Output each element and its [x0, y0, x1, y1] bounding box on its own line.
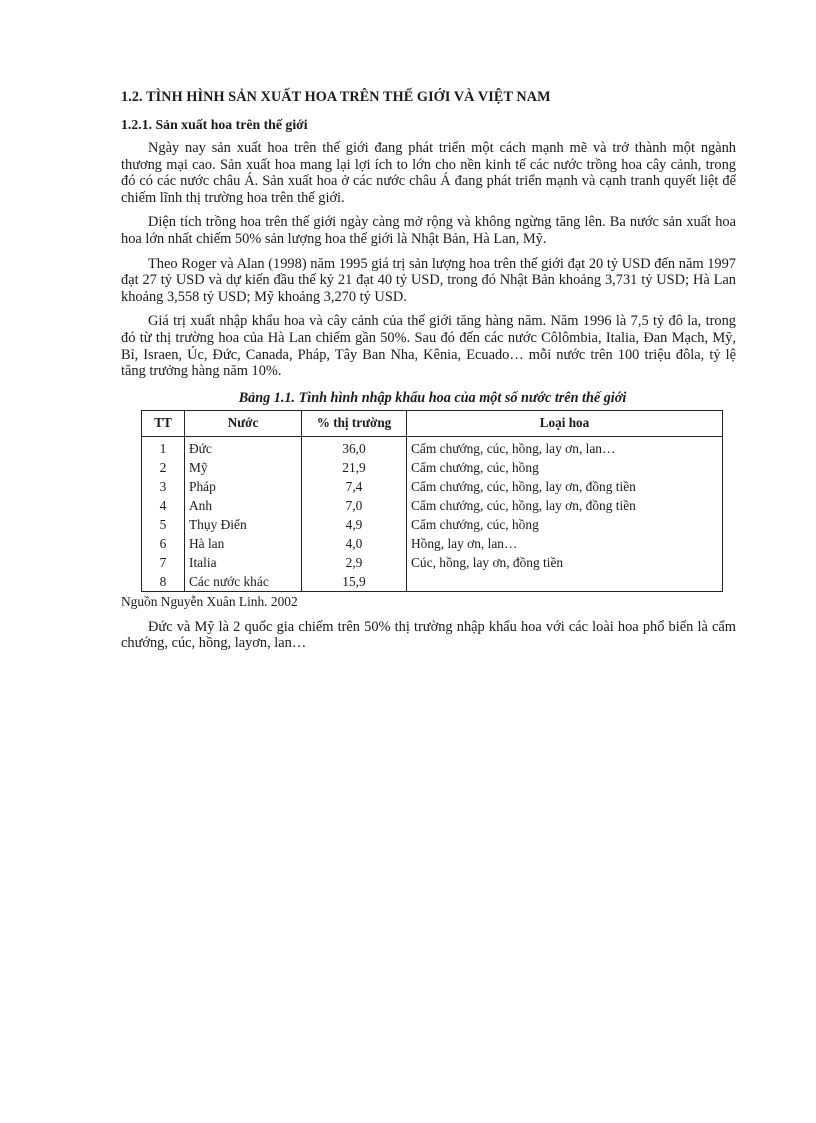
cell-tt: 4 — [142, 496, 185, 515]
cell-share: 4,9 — [302, 515, 407, 534]
header-country: Nước — [185, 410, 302, 436]
document-page — [121, 88, 736, 660]
cell-tt: 1 — [142, 436, 185, 458]
cell-country: Mỹ — [185, 458, 302, 477]
cell-country: Đức — [185, 436, 302, 458]
table-source: Nguồn Nguyễn Xuân Linh. 2002 — [121, 593, 298, 609]
table-row — [142, 534, 723, 553]
cell-share: 4,0 — [302, 534, 407, 553]
paragraph: Ngày nay sản xuất hoa trên thế giới đang phát triển một cách mạnh mẽ và trở thành một ngành thương mại cao. Sản xuất hoa mang lại lợi ích to lớn cho nền kinh tế các nước trồng hoa cây cảnh, trong đó có các nước châu Á. Sản xuất hoa ở các nước châu Á đang phát triển mạnh và cạnh tranh quyết liệt để chiếm lĩnh thị trường hoa trên thế giới. — [121, 140, 736, 206]
cell-kinds: Hồng, lay ơn, lan… — [407, 534, 723, 553]
cell-tt: 5 — [142, 515, 185, 534]
table-row — [142, 572, 723, 592]
cell-kinds: Cẩm chướng, cúc, hồng, lay ơn, đồng tiền — [407, 496, 723, 515]
cell-share: 7,4 — [302, 477, 407, 496]
cell-share: 15,9 — [302, 572, 407, 592]
flower-import-table-block — [129, 388, 736, 592]
cell-country: Hà lan — [185, 534, 302, 553]
cell-kinds: Cẩm chướng, cúc, hồng, lay ơn, đồng tiền — [407, 477, 723, 496]
cell-country: Thụy Điển — [185, 515, 302, 534]
cell-country: Pháp — [185, 477, 302, 496]
cell-tt: 2 — [142, 458, 185, 477]
table-header-row — [142, 410, 723, 436]
cell-share: 2,9 — [302, 553, 407, 572]
cell-country: Anh — [185, 496, 302, 515]
cell-country: Italia — [185, 553, 302, 572]
table-caption: Bảng 1.1. Tình hình nhập khẩu hoa của một số nước trên thế giới — [238, 389, 627, 406]
cell-kinds — [407, 572, 723, 592]
cell-kinds: Cẩm chướng, cúc, hồng — [407, 515, 723, 534]
table-row — [142, 515, 723, 534]
cell-tt: 6 — [142, 534, 185, 553]
header-share: % thị trường — [302, 410, 407, 436]
subsection-heading: 1.2.1. Sản xuất hoa trên thế giới — [121, 117, 308, 132]
table-row — [142, 553, 723, 572]
flower-import-table — [141, 410, 723, 592]
cell-share: 7,0 — [302, 496, 407, 515]
cell-country: Các nước khác — [185, 572, 302, 592]
paragraph: Diện tích trồng hoa trên thế giới ngày càng mở rộng và không ngừng tăng lên. Ba nước sản xuất hoa hoa lớn nhất chiếm 50% sản lượng hoa thế giới là Nhật Bản, Hà Lan, Mỹ. — [121, 214, 736, 247]
cell-tt: 3 — [142, 477, 185, 496]
table-row — [142, 458, 723, 477]
cell-kinds: Cúc, hồng, lay ơn, đồng tiền — [407, 553, 723, 572]
header-kinds: Loại hoa — [407, 410, 723, 436]
cell-share: 21,9 — [302, 458, 407, 477]
section-heading: 1.2. TÌNH HÌNH SẢN XUẤT HOA TRÊN THẾ GIỚI VÀ VIỆT NAM — [121, 89, 551, 105]
table-row — [142, 477, 723, 496]
cell-tt: 8 — [142, 572, 185, 592]
cell-share: 36,0 — [302, 436, 407, 458]
cell-tt: 7 — [142, 553, 185, 572]
paragraph: Theo Roger và Alan (1998) năm 1995 giá trị sản lượng hoa trên thế giới đạt 20 tỷ USD đến năm 1997 đạt 27 tỷ USD và dự kiến đầu thế kỷ 21 đạt 40 tỷ USD, trong đó Nhật Bản khoảng 3,731 tỷ USD; Hà Lan khoảng 3,558 tỷ USD; Mỹ khoảng 3,270 tỷ USD. — [121, 255, 736, 305]
closing-paragraph: Đức và Mỹ là 2 quốc gia chiếm trên 50% thị trường nhập khẩu hoa với các loài hoa phổ biến là cẩm chướng, cúc, hồng, layơn, lan… — [121, 618, 736, 652]
table-row — [142, 496, 723, 515]
cell-kinds: Cẩm chướng, cúc, hồng — [407, 458, 723, 477]
paragraph: Giá trị xuất nhập khẩu hoa và cây cảnh của thế giới tăng hàng năm. Năm 1996 là 7,5 tỷ đô la, trong đó từ thị trường hoa của Hà Lan chiếm gần 50%. Sau đó đến các nước Côlômbia, Italia, Đan Mạch, Mỹ, Bỉ, Israen, Úc, Đức, Canada, Pháp, Tây Ban Nha, Kênia, Ecuado… mỗi nước trên 100 triệu đôla, tỷ lệ tăng trưởng hàng năm 10%. — [121, 313, 736, 380]
table-row — [142, 436, 723, 458]
header-tt: TT — [142, 410, 185, 436]
cell-kinds: Cẩm chướng, cúc, hồng, lay ơn, lan… — [407, 436, 723, 458]
